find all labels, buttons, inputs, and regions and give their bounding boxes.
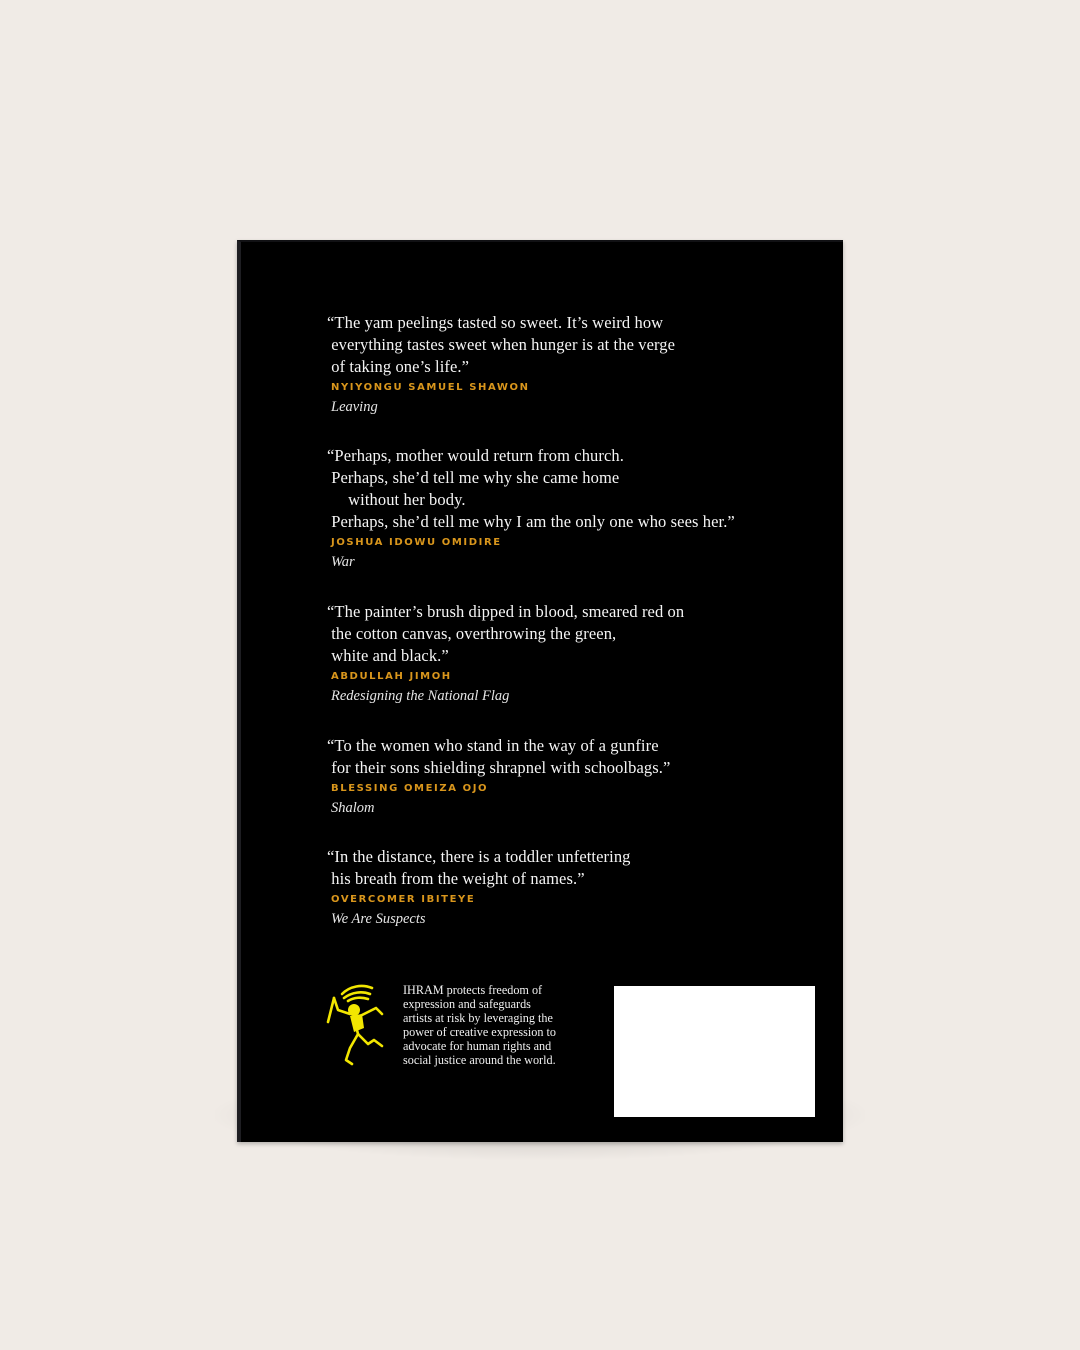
barcode-placeholder	[614, 986, 815, 1117]
quote-text: “The yam peelings tasted so sweet. It’s weird how everything tastes sweet when hunger is at the verge of taking one’s life.”	[327, 313, 676, 376]
quote-block	[327, 312, 675, 416]
quote-author: NYIYONGU SAMUEL SHAWON	[331, 382, 530, 393]
quote-author: BLESSING OMEIZA OJO	[331, 783, 489, 794]
quote-block	[327, 735, 670, 817]
quote-block	[327, 846, 631, 928]
quote-work-title: War	[331, 554, 355, 570]
quote-work-title: Redesigning the National Flag	[331, 688, 510, 704]
ihram-mission-statement: IHRAM protects freedom of expression and safeguards artists at risk by leveraging the power of creative expression to advocate for human rights and social justice around the world.	[403, 983, 556, 1067]
quote-work-title: Leaving	[331, 399, 378, 415]
quote-author: ABDULLAH JIMOH	[331, 671, 452, 682]
quote-work-title: We Are Suspects	[331, 911, 426, 927]
quote-block	[327, 601, 684, 705]
quote-author: OVERCOMER IBITEYE	[331, 894, 476, 905]
quote-work-title: Shalom	[331, 800, 375, 816]
dancing-figure-icon	[324, 982, 388, 1070]
quote-block	[327, 445, 735, 571]
quote-text: “To the women who stand in the way of a gunfire for their sons shielding shrapnel with schoolbags.”	[327, 736, 671, 777]
quote-text: “Perhaps, mother would return from church. Perhaps, she’d tell me why she came home without her body. Perhaps, she’d tell me why I am the only one who sees her.”	[327, 446, 735, 531]
quote-author: JOSHUA IDOWU OMIDIRE	[331, 537, 502, 548]
quote-text: “In the distance, there is a toddler unfettering his breath from the weight of names.”	[327, 847, 631, 888]
quote-text: “The painter’s brush dipped in blood, smeared red on the cotton canvas, overthrowing the green, white and black.”	[327, 602, 685, 665]
